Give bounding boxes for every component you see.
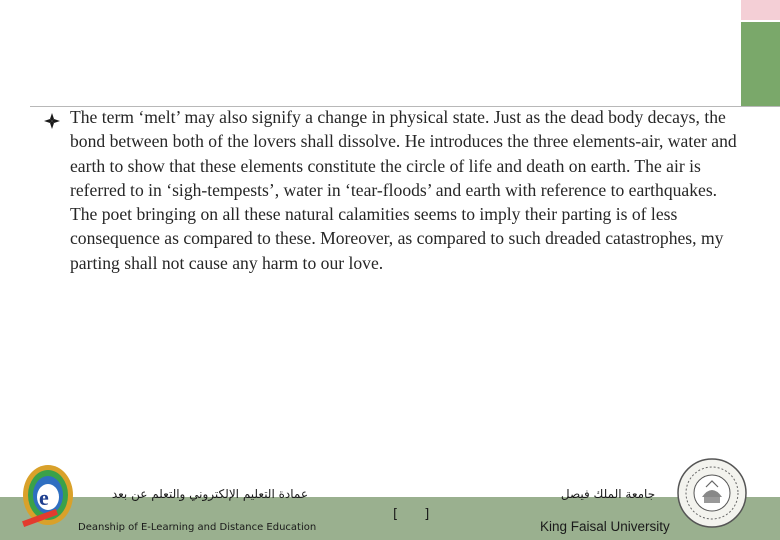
deanship-arabic-title: عمادة التعليم الإلكتروني والتعلم عن بعد <box>111 487 308 501</box>
accent-block-green <box>741 22 780 106</box>
body-paragraph: The term ‘melt’ may also signify a change in physical state. Just as the dead body decays, the bond between both of the lovers shall dissolve. He introduces the three elements-air, water and earth to show that these elements constitute the circle of life and death on earth. The air is referred to in ‘sigh-tempests’, water in ‘tear-floods’ and earth with reference to earthquakes. The poet bringing on all these natural calamities seems to imply their parting is of less consequence as compared to these. Moreover, as compared to such dreaded catastrophes, my parting shall not cause any harm to our love. <box>70 107 737 273</box>
accent-block-pink <box>741 0 780 20</box>
svg-text:e: e <box>39 485 49 510</box>
diamond-bullet-icon <box>44 113 62 131</box>
deanship-english-title: Deanship of E-Learning and Distance Education <box>78 522 317 533</box>
university-arabic-name: جامعة الملك فيصل <box>560 487 656 501</box>
elearning-logo-icon <box>20 453 78 533</box>
university-seal-icon <box>676 457 748 529</box>
slide-content <box>48 105 738 275</box>
page-number-placeholder: [ ] <box>393 507 430 522</box>
university-english-name: King Faisal University <box>540 519 670 534</box>
